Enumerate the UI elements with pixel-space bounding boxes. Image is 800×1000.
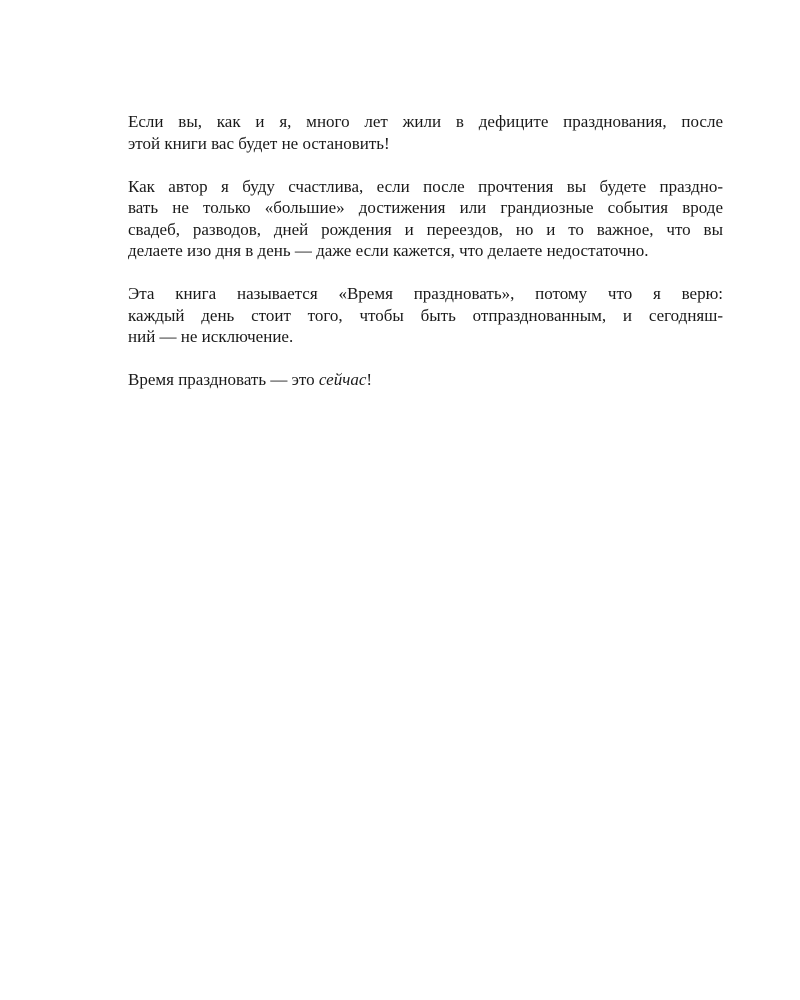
text-line: каждый день стоит того, чтобы быть отпразднованным, и сегодняш-	[128, 305, 723, 325]
paragraph-3	[128, 283, 723, 348]
text-line: этой книги вас будет не остановить!	[128, 133, 390, 153]
paragraph-1	[128, 111, 723, 154]
text-line: свадеб, разводов, дней рождения и переездов, но и то важное, что вы	[128, 219, 723, 239]
text-line: ний — не исключение.	[128, 327, 294, 346]
text-line: Эта книга называется «Время праздновать», потому что я верю:	[128, 284, 723, 303]
final-suffix: !	[366, 370, 373, 389]
final-prefix: Время праздновать — это	[128, 370, 319, 389]
text-line: вать не только «большие» достижения или грандиозные события вроде	[128, 198, 723, 217]
final-italic-word: сейчас	[318, 370, 367, 389]
text-line	[128, 369, 723, 391]
paragraph-2	[128, 176, 723, 262]
text-line: Как автор я буду счастлива, если после прочтения вы будете праздно-	[128, 176, 723, 196]
paragraph-4	[128, 369, 723, 391]
body-text	[128, 111, 723, 412]
text-line: делаете изо дня в день — даже если кажется, что делаете недостаточно.	[128, 241, 649, 260]
text-line: Если вы, как и я, много лет жили в дефиците празднования, после	[128, 112, 723, 131]
